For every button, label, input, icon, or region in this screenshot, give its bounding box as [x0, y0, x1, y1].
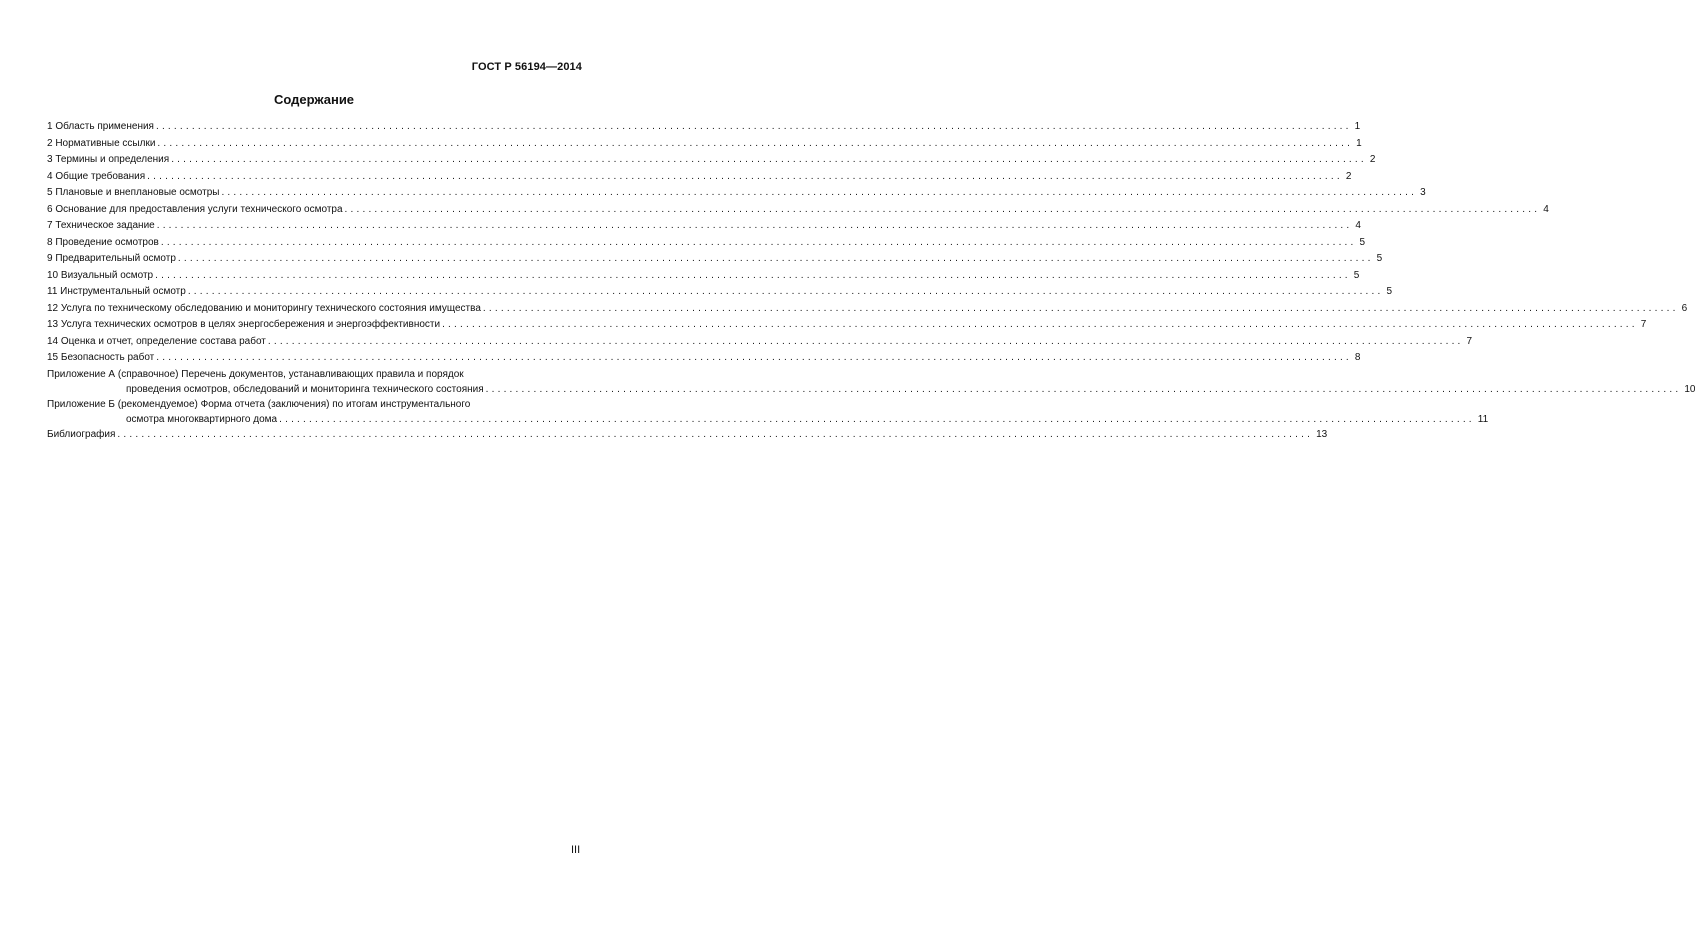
- toc-leader: ........................................................................................................................................................................................................: [155, 269, 1351, 281]
- toc-entry-page: 8: [1354, 352, 1361, 363]
- toc-leader: ........................................................................................................................................................................................................: [157, 137, 1354, 149]
- toc-leader: ........................................................................................................................................................................................................: [442, 319, 1638, 330]
- toc-entry[interactable]: [47, 202, 1549, 219]
- appendix-b-title-line1: Приложение Б (рекомендуемое) Форма отчета (заключения) по итогам инструментального: [47, 398, 471, 410]
- toc-leader: ........................................................................................................................................................................................................: [147, 170, 1343, 182]
- toc-entry[interactable]: [47, 218, 1361, 235]
- toc-entry-title: 14 Оценка и отчет, определение состава работ: [47, 335, 266, 347]
- toc-entry-title: 5 Плановые и внеплановые осмотры: [47, 187, 220, 198]
- toc-entry-title: 8 Проведение осмотров: [47, 236, 159, 248]
- toc-entry-page: 4: [1543, 203, 1549, 215]
- toc-entry[interactable]: [47, 169, 1352, 186]
- table-of-contents: [47, 119, 1695, 443]
- toc-leader: ........................................................................................................................................................................................................: [344, 203, 1541, 215]
- toc-entry[interactable]: [47, 185, 1426, 202]
- toc-entry-page: 13: [1316, 428, 1328, 440]
- toc-leader: ........................................................................................................................................................................................................: [485, 383, 1682, 395]
- appendix-a-title-line2: проведения осмотров, обследований и мониторинга технического состояния: [126, 383, 484, 395]
- toc-entry-page: 5: [1386, 286, 1393, 297]
- appendix-a-title-line1: Приложение А (справочное) Перечень документов, устанавливающих правила и порядок: [47, 368, 464, 380]
- toc-entry-title: 9 Предварительный осмотр: [47, 253, 176, 264]
- toc-entry-title: 7 Техническое задание: [47, 220, 155, 231]
- document-code: ГОСТ Р 56194—2014: [471, 61, 582, 73]
- toc-entry-page: 11: [1477, 413, 1489, 425]
- toc-entry[interactable]: [47, 136, 1362, 153]
- toc-entry-page: 1: [1354, 121, 1361, 132]
- toc-appendix-b[interactable]: [47, 397, 1489, 427]
- appendix-b-title-line2: осмотра многоквартирного дома: [126, 413, 278, 425]
- toc-entry-page: 2: [1369, 154, 1376, 165]
- toc-entry[interactable]: [47, 350, 1361, 367]
- toc-entry-title: 12 Услуга по техническому обследованию и мониторингу технического состояния имущества: [47, 302, 481, 314]
- toc-entry-page: 3: [1420, 187, 1426, 198]
- toc-entry-page: 7: [1640, 319, 1647, 330]
- toc-leader: ........................................................................................................................................................................................................: [156, 352, 1352, 363]
- toc-entry-title: 6 Основание для предоставления услуги технического осмотра: [47, 203, 343, 215]
- toc-entry-page: 7: [1466, 335, 1473, 347]
- toc-entry-bibliography[interactable]: [47, 427, 1328, 444]
- toc-entry-title: 10 Визуальный осмотр: [47, 269, 154, 281]
- toc-leader: ........................................................................................................................................................................................................: [155, 121, 1352, 132]
- toc-entry[interactable]: [47, 152, 1376, 169]
- toc-entry-page: 1: [1356, 137, 1362, 149]
- toc-entry-title: 4 Общие требования: [47, 170, 146, 182]
- page-number: III: [571, 844, 581, 856]
- toc-entry[interactable]: [47, 301, 1688, 318]
- toc-leader: ........................................................................................................................................................................................................: [177, 253, 1374, 264]
- toc-entry[interactable]: [47, 235, 1366, 252]
- toc-title: Содержание: [273, 92, 355, 107]
- toc-entry-page: 5: [1353, 269, 1360, 281]
- toc-entry-title: 3 Термины и определения: [47, 154, 170, 165]
- toc-leader: ........................................................................................................................................................................................................: [279, 413, 1475, 425]
- toc-entry-page: 10: [1684, 383, 1695, 395]
- toc-leader: ........................................................................................................................................................................................................: [160, 236, 1357, 248]
- toc-entry[interactable]: [47, 119, 1361, 136]
- toc-leader: ........................................................................................................................................................................................................: [171, 154, 1367, 165]
- toc-leader: ........................................................................................................................................................................................................: [187, 286, 1384, 297]
- toc-entry-title: 1 Область применения: [47, 121, 154, 132]
- toc-entry-title: 13 Услуга технических осмотров в целях энергосбережения и энергоэффективности: [47, 319, 441, 330]
- toc-leader: ........................................................................................................................................................................................................: [156, 220, 1353, 231]
- toc-entry[interactable]: [47, 268, 1360, 285]
- toc-entry[interactable]: [47, 317, 1647, 334]
- toc-entry[interactable]: [47, 334, 1473, 351]
- toc-entry-page: 5: [1359, 236, 1366, 248]
- toc-entry-title: 11 Инструментальный осмотр: [47, 286, 186, 297]
- toc-entry-title: 2 Нормативные ссылки: [47, 137, 156, 149]
- toc-leader: ........................................................................................................................................................................................................: [221, 187, 1418, 198]
- toc-appendix-a[interactable]: [47, 367, 1695, 397]
- toc-leader: ........................................................................................................................................................................................................: [117, 428, 1314, 440]
- toc-entry-page: 2: [1345, 170, 1352, 182]
- toc-entry-page: 5: [1376, 253, 1383, 264]
- toc-leader: ........................................................................................................................................................................................................: [267, 335, 1464, 347]
- toc-entry-page: 4: [1355, 220, 1361, 231]
- toc-entry[interactable]: [47, 284, 1393, 301]
- toc-entry-title: Библиография: [47, 428, 116, 440]
- toc-entry-page: 6: [1681, 302, 1688, 314]
- toc-entry[interactable]: [47, 251, 1383, 268]
- toc-entry-title: 15 Безопасность работ: [47, 352, 155, 363]
- toc-leader: ........................................................................................................................................................................................................: [482, 302, 1679, 314]
